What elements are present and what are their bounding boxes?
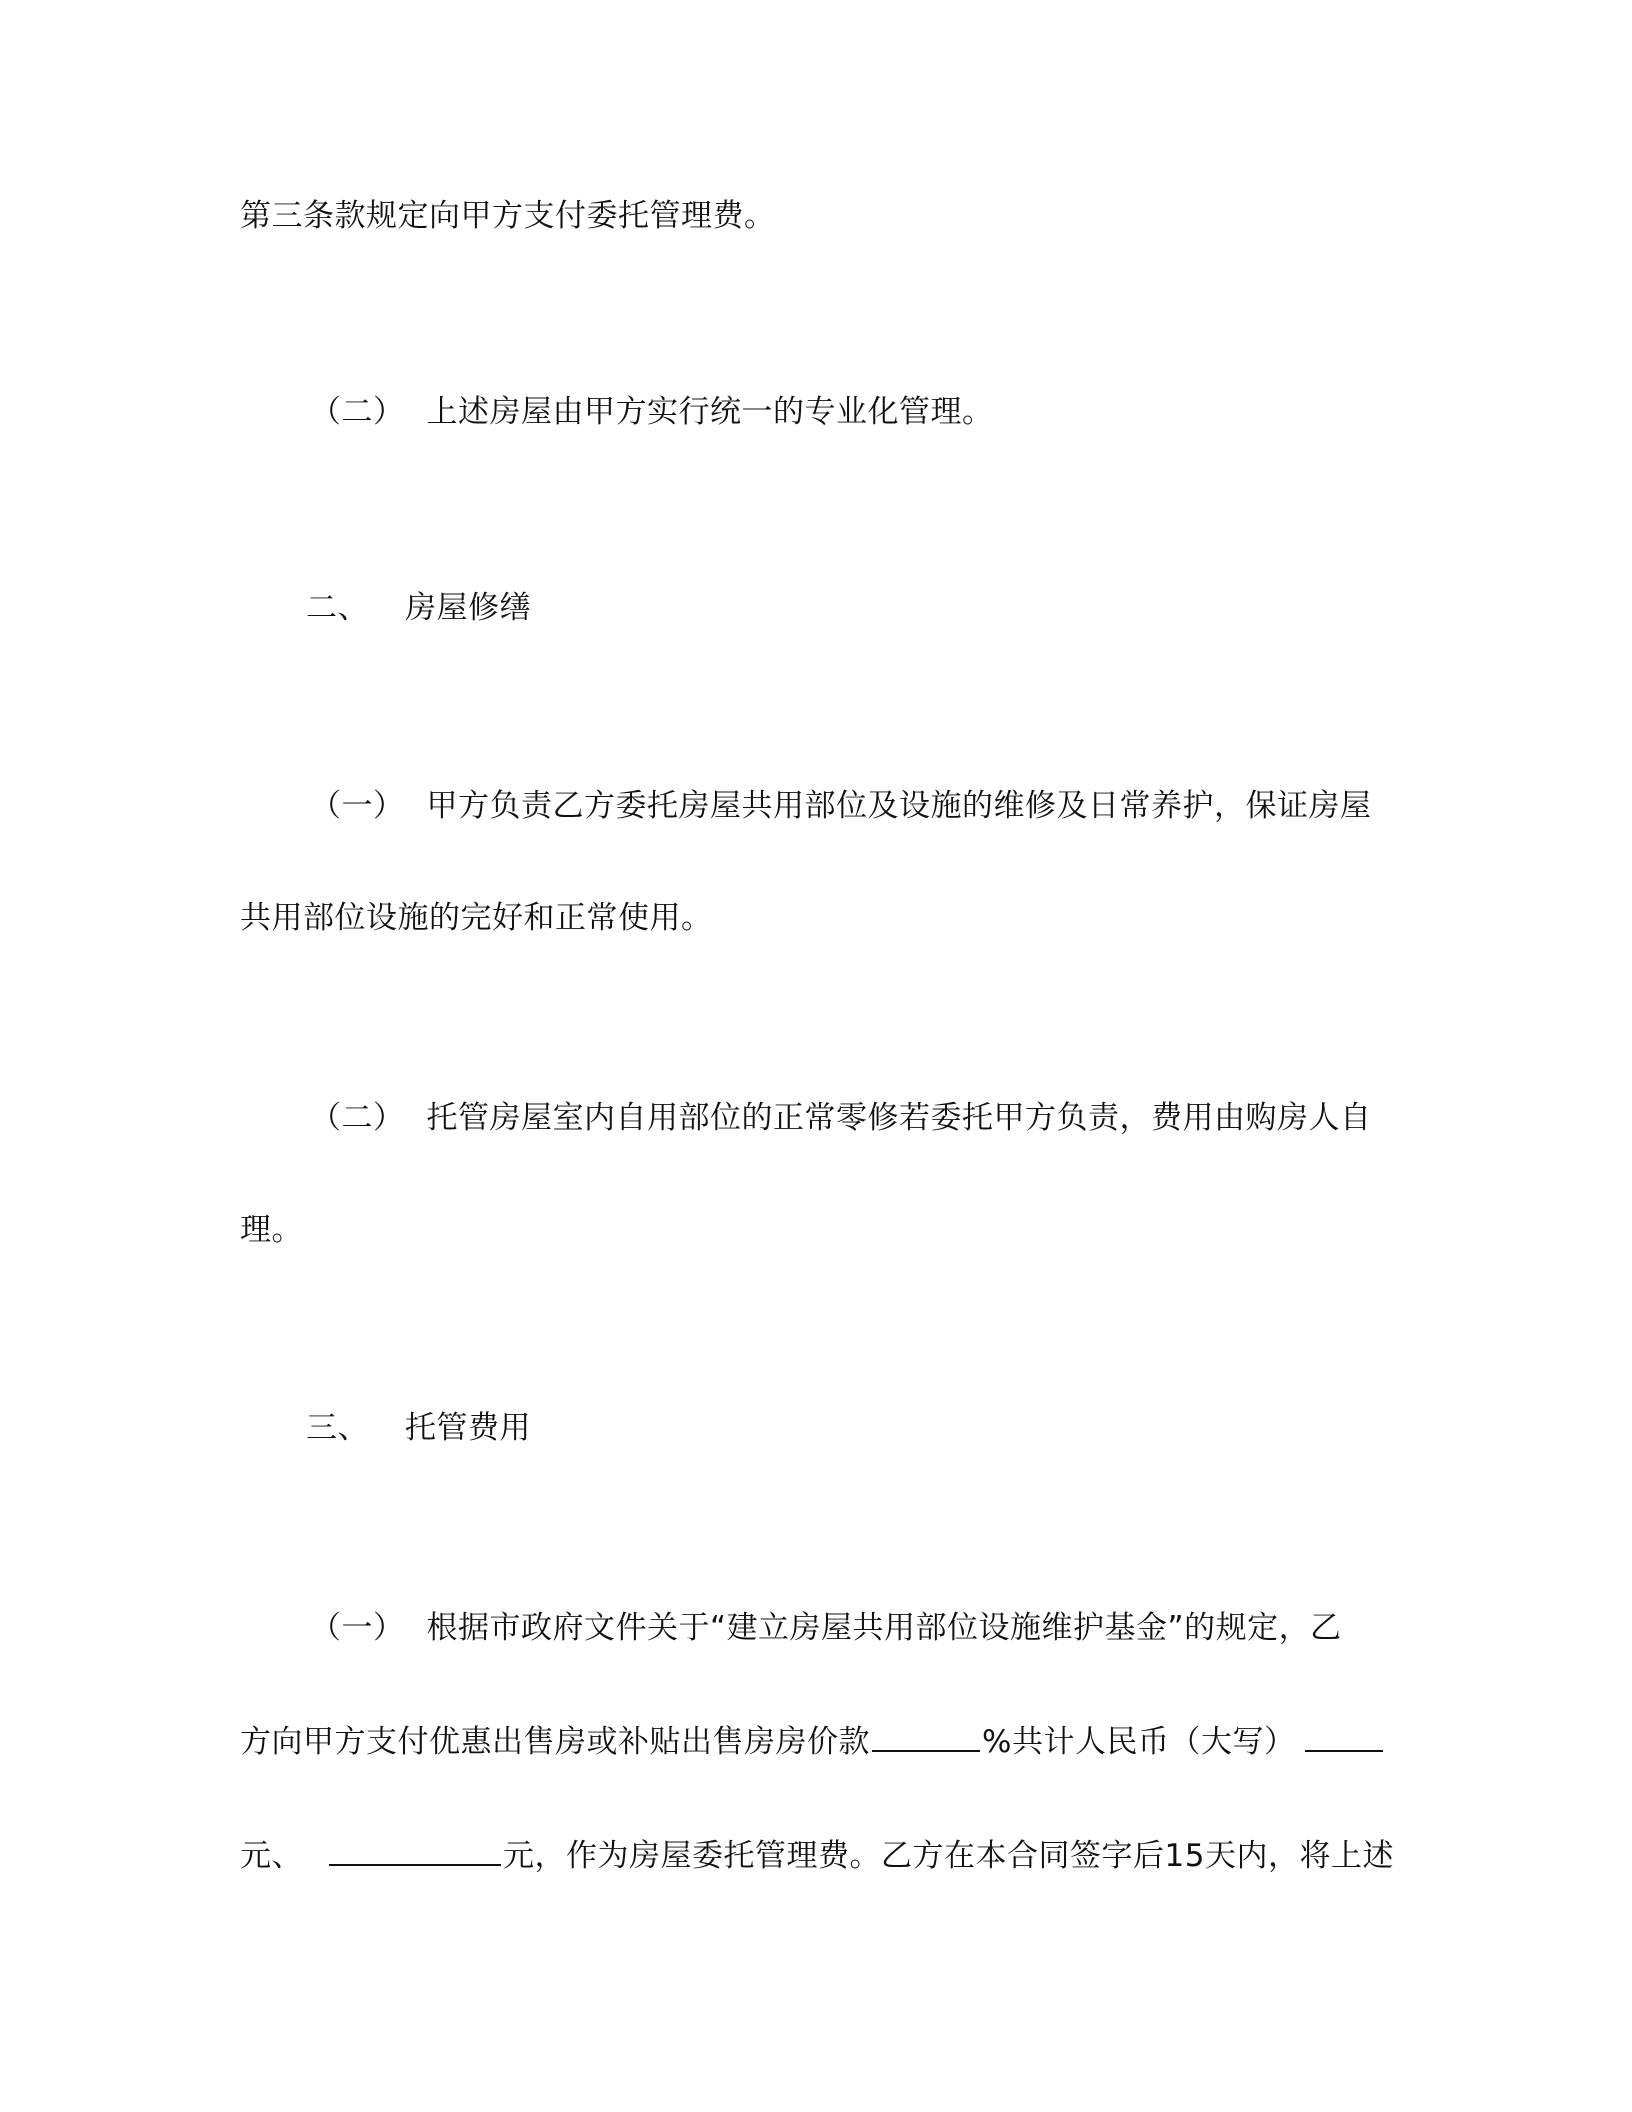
clause-text: 上述房屋由甲方实行统一的专业化管理。 (426, 394, 994, 430)
section-marker: 三、 (306, 1410, 369, 1446)
section-heading-3 (306, 1408, 531, 1448)
percent-blank[interactable] (872, 1720, 980, 1752)
clause-2-1-line-1 (310, 786, 1372, 826)
section-heading-2 (306, 588, 531, 628)
amount-in-figures-blank[interactable] (329, 1834, 501, 1866)
clause-text: 甲方负责乙方委托房屋共用部位及设施的维修及日常养护，保证房屋 (426, 788, 1372, 824)
clause-3-1-line-2 (240, 1720, 1385, 1762)
clause-text: 根据市政府文件关于“建立房屋共用部位设施维护基金”的规定，乙 (426, 1610, 1342, 1646)
paragraph-text: 第三条款规定向甲方支付委托管理费。 (240, 198, 776, 234)
clause-text: 元、 (240, 1838, 303, 1874)
clause-marker: （一） (310, 788, 405, 824)
clause-2-2-line-1 (310, 1098, 1372, 1138)
clause-text: %共计人民币（大写） (982, 1724, 1296, 1760)
clause-3-1-line-3 (240, 1834, 1394, 1876)
clause-marker: （一） (310, 1610, 405, 1646)
clause-marker: （二） (310, 394, 405, 430)
clause-3-1-line-1 (310, 1608, 1342, 1648)
clause-text: 元，作为房屋委托管理费。乙方在本合同签字后15天内，将上述 (503, 1838, 1394, 1874)
clause-text: 理。 (240, 1212, 303, 1248)
amount-in-words-blank[interactable] (1305, 1720, 1383, 1752)
clause-1-2 (310, 392, 994, 432)
paragraph-continuation (240, 196, 776, 236)
clause-text: 托管房屋室内自用部位的正常零修若委托甲方负责，费用由购房人自 (426, 1100, 1372, 1136)
clause-text: 方向甲方支付优惠出售房或补贴出售房房价款 (240, 1724, 870, 1760)
section-title: 房屋修缮 (405, 590, 531, 626)
clause-2-2-line-2 (240, 1210, 303, 1250)
clause-marker: （二） (310, 1100, 405, 1136)
section-marker: 二、 (306, 590, 369, 626)
clause-2-1-line-2 (240, 898, 713, 938)
clause-text: 共用部位设施的完好和正常使用。 (240, 900, 713, 936)
section-title: 托管费用 (405, 1410, 531, 1446)
